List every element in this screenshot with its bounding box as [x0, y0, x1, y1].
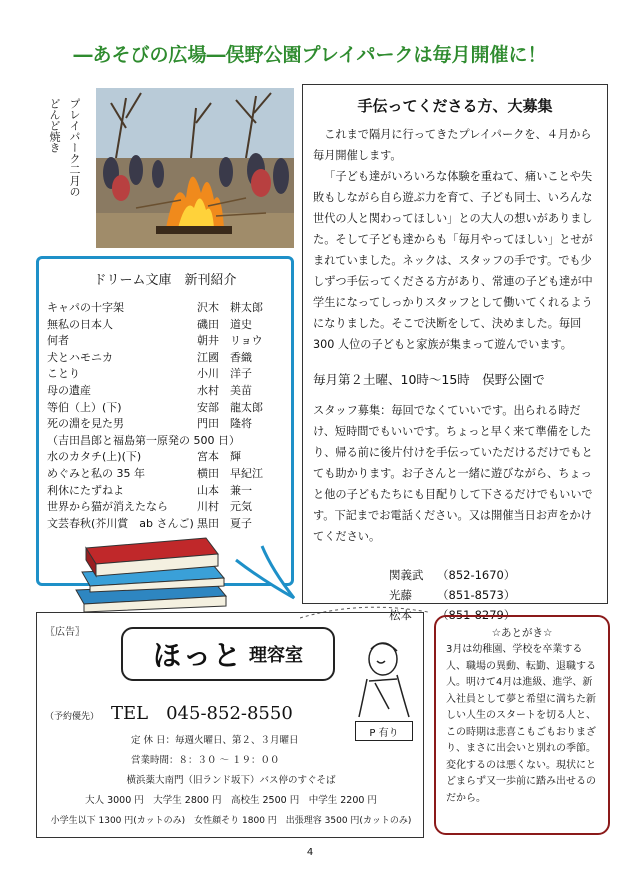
schedule-text: 毎月第２土曜、10時～15時 俣野公園で [313, 372, 545, 387]
book-title: 死の淵を見た男 [47, 417, 124, 431]
book-author: 安部 龍太郎 [197, 400, 263, 414]
book-title: 世界から猫が消えたなら [47, 500, 168, 514]
contact-phone: （852-1670） [437, 568, 516, 582]
book-item [47, 383, 291, 400]
afterword-box [434, 615, 610, 835]
book-title: 水のカタチ(上)(下) [47, 450, 142, 464]
reservation-note: （予約優先） [45, 712, 100, 722]
books-stack-icon [66, 534, 236, 614]
access-text: 横浜薬大南門（旧ランド坂下）バス停のすぐそば [126, 775, 336, 786]
contact-name: 松本 [389, 608, 412, 622]
hours-text: 営業時間：８：３０ ～ １９：００ [131, 755, 280, 766]
book-title: 犬とハモニカ [47, 350, 113, 364]
prices-line-2: 小学生以下 1300 円(カットのみ) 女性顔そり 1800 円 出張理容 3500 円(カットのみ) [50, 816, 412, 826]
recruit-box [302, 84, 608, 622]
book-item [47, 333, 291, 350]
shop-name-sub: 理容室 [249, 645, 303, 666]
dream-bunko-heading: ドリーム文庫 新刊紹介 [93, 273, 237, 288]
book-title: ことり [47, 367, 80, 381]
book-title: 何者 [47, 334, 69, 348]
book-title: （吉田昌郎と福島第一原発の 500 日） [47, 433, 240, 447]
book-item [47, 317, 291, 334]
book-item [47, 466, 291, 483]
ad-details [37, 731, 425, 831]
page-title: ―あそびの広場―俣野公園プレイパークは毎月開催に！ [73, 44, 547, 66]
contact-phone: （851-8573） [437, 588, 516, 602]
barber-ad [36, 612, 424, 838]
book-item [47, 350, 291, 367]
photo-caption-line-2: どんど焼き [48, 98, 61, 153]
book-author: 宮本 輝 [197, 450, 241, 464]
afterword-heading: ☆あとがき☆ [491, 627, 553, 639]
book-title: 等伯（上）(下) [47, 400, 122, 414]
book-item [47, 400, 291, 417]
recruit-paragraph: 「子ども達がいろいろな体験を重ねて、痛いことや失敗もしながら自ら遊ぶ力を育て、子ども同士、いろんな世代の人と関わってほしい」との大人の想いがありました。そして子ども達からも「毎月やってほしい」とせがまれていました。ネックは、スタッフの手です。でも少しずつ手伝ってくださる方があり、常連の子ども達が中学生になってしっかりスタッフとして働いてくれるようになりました。そこで決断をして、決めました。毎回 300 人位の子どもと家族が集まって遊んでいます。 [313, 170, 593, 351]
book-title: めぐみと私の 35 年 [47, 466, 145, 480]
page-number: 4 [306, 847, 314, 858]
book-title: キャパの十字架 [47, 301, 124, 314]
book-author: 小川 洋子 [197, 367, 252, 381]
contact-phone: （851-8279） [437, 608, 516, 622]
book-item [47, 449, 291, 466]
phone-number: TEL 045-852-8550 [111, 703, 293, 724]
book-author: 横田 早紀江 [197, 466, 263, 480]
book-author: 江國 香織 [197, 350, 252, 364]
book-author: 山本 兼一 [197, 483, 252, 497]
book-title: 母の遺産 [47, 383, 91, 397]
book-author: 沢木 耕太郎 [197, 301, 263, 314]
book-item [47, 516, 291, 533]
photo-caption [46, 98, 82, 248]
book-author: 黒田 夏子 [197, 516, 252, 530]
book-item [47, 499, 291, 516]
ad-tag: 〖広告〗 [45, 627, 85, 638]
afterword-text: 3月は幼稚園、学校を卒業する人、職場の異動、転勤、退職する人。明けて4月は進級、進学、新入社員として夢と希望に満ちた新しい人生のスタートを切る人と、この時期は悲喜こもごもおりまざり、まさに出会いと別れの季節。変化するのは悪くない。現状にとどまらず又一歩前に踏み出せるのだから。 [446, 644, 596, 804]
parking-badge: P 有り [355, 721, 413, 741]
book-title: 無私の日本人 [47, 317, 113, 331]
recruit-paragraph: これまで隔月に行ってきたプレイパークを、４月から毎月開催します。 [313, 128, 592, 162]
contact-name: 関義武 [389, 568, 424, 582]
dondoyaki-photo [96, 88, 294, 248]
book-item [47, 300, 291, 317]
barber-figure-icon [353, 639, 413, 719]
book-list [47, 300, 291, 532]
recruit-heading: 手伝ってくださる方、大募集 [357, 97, 553, 115]
book-item [47, 483, 291, 500]
prices-line-1: 大人 3000 円 大学生 2800 円 高校生 2500 円 中学生 2200 円 [85, 795, 377, 806]
book-author: 門田 隆将 [197, 417, 252, 431]
book-title: 利休にたずねよ [47, 483, 124, 497]
shop-name-main: ほっと [152, 639, 243, 672]
contact-name: 光藤 [389, 588, 412, 602]
book-title: 文芸春秋(芥川賞 ab さんご) [47, 516, 194, 530]
book-author: 川村 元気 [197, 500, 252, 514]
book-item [47, 433, 291, 450]
shop-logo [121, 627, 335, 681]
book-author: 朝井 リョウ [197, 334, 263, 348]
photo-caption-line-1: プレイパーク二月の [68, 98, 81, 197]
book-author: 水村 美苗 [197, 383, 252, 397]
book-author: 磯田 道史 [197, 317, 252, 331]
staff-wanted-text: スタッフ募集：毎回でなくていいです。出られる時だけ、短時間でもいいです。ちょっと早く来て準備をしたり、帰る前に後片付けを手伝っていただけるだけでもとても助かります。お子さんと一緒に遊びながら、ちょっと他の子どもたちにも目配りして下さるだけでもいいです。下記までお電話ください。又は開催当日お声をかけてください。 [313, 404, 593, 543]
holidays-text: 定 休 日：毎週火曜日、第２、３月曜日 [131, 735, 299, 746]
book-item [47, 366, 291, 383]
book-item [47, 416, 291, 433]
contact-item [389, 565, 607, 585]
